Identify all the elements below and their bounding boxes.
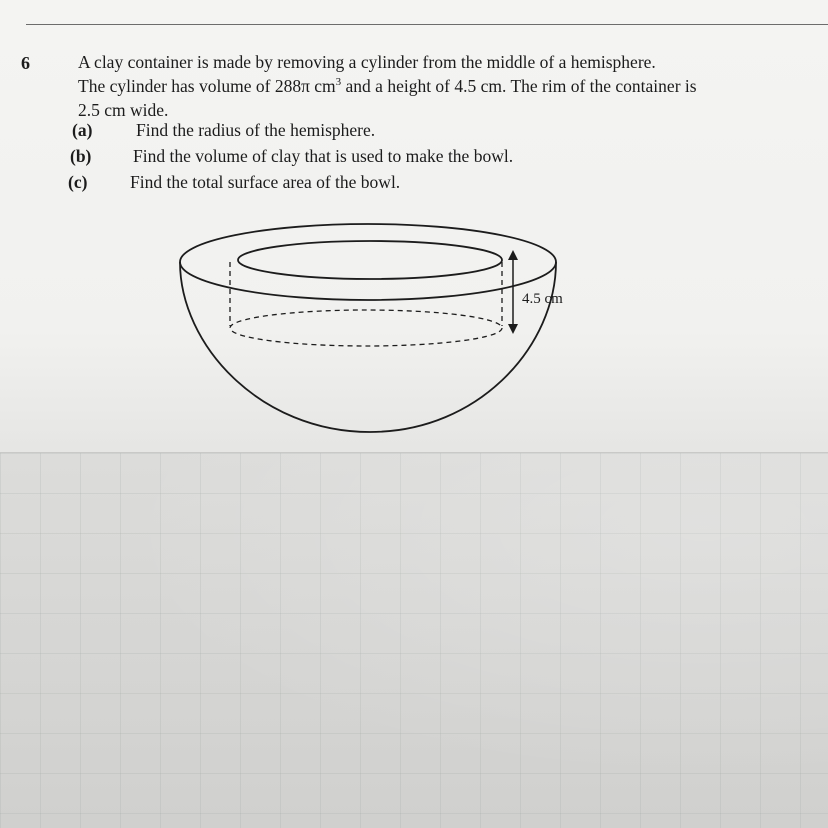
part-a-text: Find the radius of the hemisphere. (136, 120, 376, 140)
part-c-text: Find the total surface area of the bowl. (130, 172, 401, 192)
hemisphere-curve (180, 262, 556, 432)
stem-line-2a: The cylinder has volume of 288π cm (78, 76, 336, 96)
cylinder-top-ellipse (238, 241, 502, 279)
part-c-label: (c) (68, 172, 88, 192)
part-a-label: (a) (72, 120, 93, 140)
height-label: 4.5 cm (522, 291, 563, 307)
outer-rim-ellipse (180, 224, 556, 300)
question-number: 6 (21, 53, 30, 73)
stem-line-2b: and a height of 4.5 cm. The rim of the container is (341, 76, 697, 96)
height-arrow-bottom-head (508, 324, 518, 334)
part-b-label: (b) (70, 146, 92, 166)
stem-line-3: 2.5 cm wide. (78, 100, 169, 120)
stem-line-1: A clay container is made by removing a cylinder from the middle of a hemisphere. (78, 52, 656, 72)
height-arrow-top-head (508, 250, 518, 260)
part-b-text: Find the volume of clay that is used to make the bowl. (133, 146, 514, 166)
cylinder-base-ellipse-hidden (230, 310, 502, 346)
cubed-superscript: 3 (335, 76, 342, 88)
